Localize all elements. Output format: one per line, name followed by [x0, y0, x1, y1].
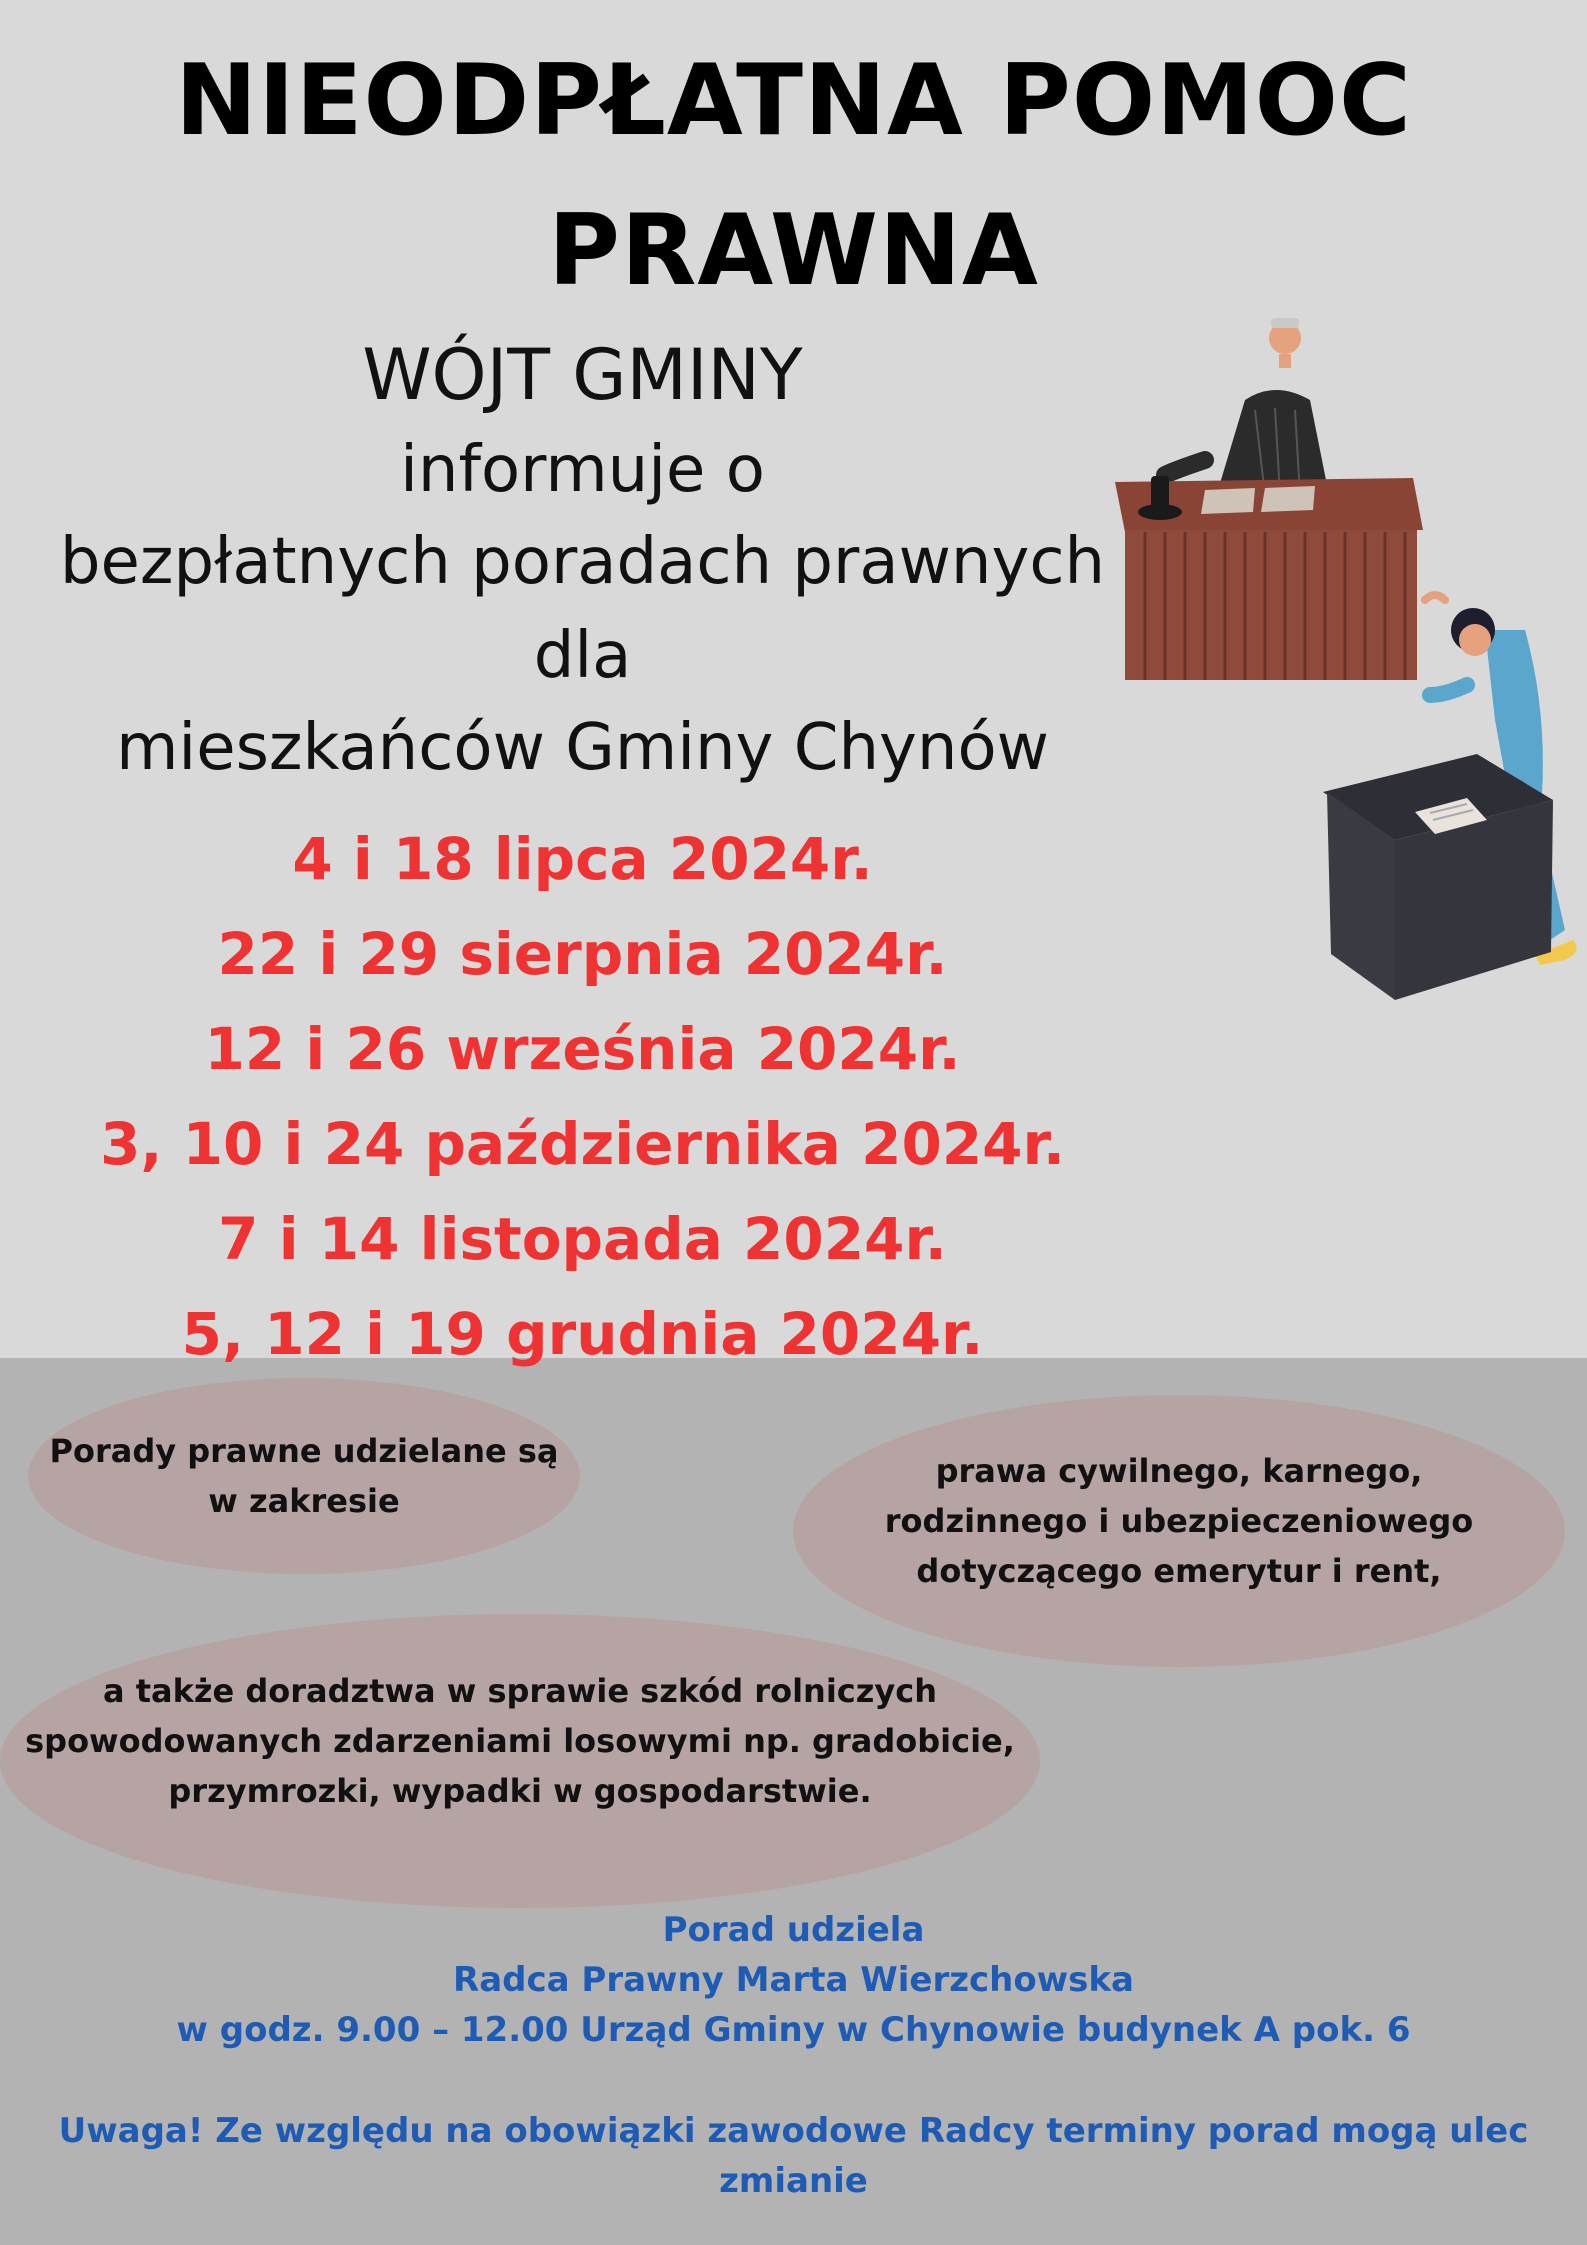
scope-areas-line: rodzinnego i ubezpieczeniowego [884, 1502, 1474, 1540]
title-line-1: NIEODPŁATNA POMOC [175, 44, 1412, 158]
intro-line: informuje o [400, 433, 765, 507]
intro-heading: WÓJT GMINY [362, 334, 803, 416]
bench [1115, 476, 1423, 680]
date-august: 22 i 29 sierpnia 2024r. [217, 920, 948, 988]
ballot-box [1323, 754, 1553, 1000]
title-line-2: PRAWNA [548, 194, 1039, 308]
intro-line: bezpłatnych poradach prawnych [59, 525, 1106, 599]
advisor-line: Porad udziela [662, 1910, 925, 1950]
scope-extra-text [0, 1666, 1040, 1816]
intro-line: dla [533, 619, 632, 693]
advisor-name: Radca Prawny Marta Wierzchowska [453, 1960, 1134, 2000]
date-july: 4 i 18 lipca 2024r. [292, 825, 873, 893]
advisor-hours: w godz. 9.00 – 12.00 Urząd Gminy w Chynowie budynek A pok. 6 [176, 2010, 1411, 2050]
scope-extra-line: spowodowanych zdarzeniami losowymi np. gradobicie, [25, 1722, 1015, 1760]
date-september: 12 i 26 września 2024r. [204, 1015, 961, 1083]
scope-intro-line: w zakresie [208, 1482, 400, 1520]
scope-extra-line: przymrozki, wypadki w gospodarstwie. [168, 1772, 872, 1810]
scope-areas-line: prawa cywilnego, karnego, [935, 1452, 1423, 1490]
scope-extra-line: a także doradztwa w sprawie szkód rolniczych [103, 1672, 937, 1710]
judge-figure [1165, 318, 1330, 500]
scope-areas-text [793, 1446, 1565, 1596]
scope-areas-line: dotyczącego emerytur i rent, [916, 1552, 1442, 1590]
dates-list [40, 812, 1125, 1382]
date-december: 5, 12 i 19 grudnia 2024r. [181, 1300, 984, 1368]
date-november: 7 i 14 listopada 2024r. [218, 1205, 947, 1273]
intro-line: mieszkańców Gminy Chynów [116, 711, 1049, 785]
date-october: 3, 10 i 24 października 2024r. [100, 1110, 1065, 1178]
scope-intro-line: Porady prawne udzielane są [49, 1432, 559, 1470]
advisor-note: Uwaga! Ze względu na obowiązki zawodowe Radcy terminy porad mogą ulec zmianie [58, 2111, 1529, 2201]
scope-intro-text [28, 1426, 580, 1526]
courtroom-illustration [1095, 300, 1587, 1010]
advisor-info [0, 1905, 1587, 2055]
